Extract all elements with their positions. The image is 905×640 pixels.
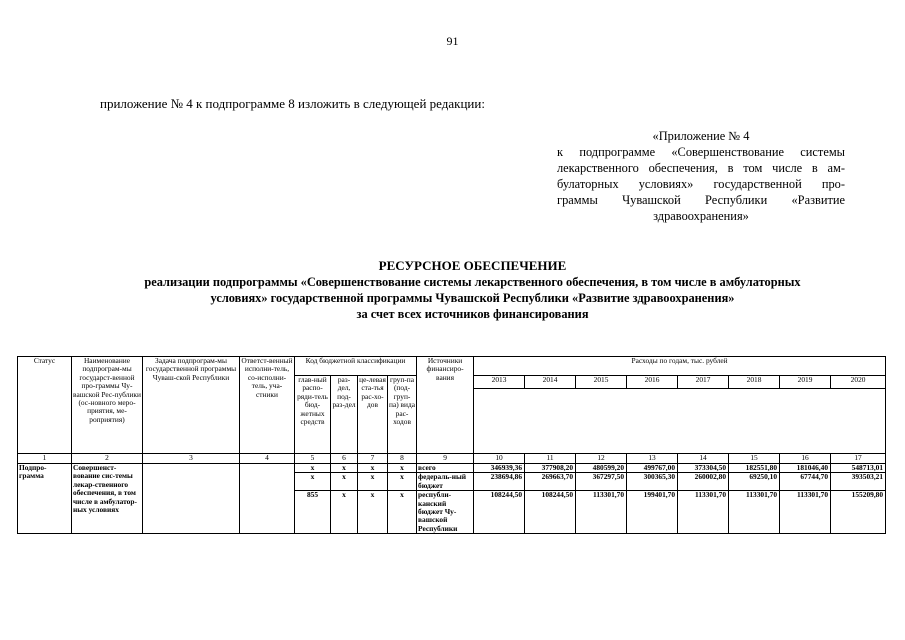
column-number: 14: [678, 454, 729, 464]
cell-razdel: x: [331, 464, 358, 473]
cell-csr: x: [358, 464, 388, 473]
column-number: 2: [72, 454, 143, 464]
cell-value: 113301,70: [729, 491, 780, 534]
appendix-line: граммы Чувашской Республики «Развитие: [557, 193, 845, 207]
column-number: 11: [525, 454, 576, 464]
header-year: 2020: [831, 376, 886, 389]
document-heading: [60, 258, 885, 322]
heading-subtitle: реализации подпрограммы «Совершенствование системы лекарственного обеспечения, в том числе в амбулаторных: [144, 275, 801, 289]
cell-value: 269663,70: [525, 473, 576, 491]
cell-value: 367297,50: [576, 473, 627, 491]
header-expenses: Расходы по годам, тыс. рублей: [474, 357, 886, 376]
column-number: 3: [143, 454, 240, 464]
header-year: 2016: [627, 376, 678, 389]
intro-text: приложение № 4 к подпрограмме 8 изложить в следующей редакции:: [100, 96, 485, 111]
cell-value: 108244,50: [474, 491, 525, 534]
header-vr: груп-па (под-груп-па) вида рас-ходов: [388, 376, 417, 454]
column-number: 8: [388, 454, 417, 464]
column-number: 17: [831, 454, 886, 464]
cell-razdel: x: [331, 491, 358, 534]
cell-value: 238694,86: [474, 473, 525, 491]
cell-value: 499767,00: [627, 464, 678, 473]
header-year: 2019: [780, 376, 831, 389]
column-number: 16: [780, 454, 831, 464]
resource-table: [17, 356, 886, 534]
header-task: Задача подпрограм-мы государственной программы Чуваш-ской Республики: [143, 357, 240, 454]
column-number: 13: [627, 454, 678, 464]
row-responsible: [240, 464, 295, 534]
column-number: 4: [240, 454, 295, 464]
cell-value: 155209,80: [831, 491, 886, 534]
header-status: Статус: [18, 357, 72, 454]
table-row: [18, 464, 886, 473]
header-year: 2015: [576, 376, 627, 389]
cell-csr: x: [358, 473, 388, 491]
cell-csr: x: [358, 491, 388, 534]
cell-value: 113301,70: [678, 491, 729, 534]
column-number: 9: [417, 454, 474, 464]
cell-value: 199401,70: [627, 491, 678, 534]
heading-subtitle: условиях» государственной программы Чувашской Республики «Развитие здравоохранения»: [210, 291, 735, 305]
cell-value: 480599,20: [576, 464, 627, 473]
column-number: 12: [576, 454, 627, 464]
cell-value: 182551,80: [729, 464, 780, 473]
cell-value: 377908,20: [525, 464, 576, 473]
cell-grbs: 855: [295, 491, 331, 534]
cell-source: республи-канский бюджет Чу-вашской Республики: [417, 491, 474, 534]
header-razdel: раз-дел, под-раз-дел: [331, 376, 358, 454]
row-status: Подпро-грамма: [18, 464, 72, 534]
column-number: 10: [474, 454, 525, 464]
appendix-reference: [557, 128, 845, 224]
cell-razdel: x: [331, 473, 358, 491]
cell-value: 181046,40: [780, 464, 831, 473]
appendix-line: здравоохранения»: [653, 209, 749, 223]
header-budget-code: Код бюджетной классификации: [295, 357, 417, 376]
column-number: 15: [729, 454, 780, 464]
cell-value: 113301,70: [576, 491, 627, 534]
row-name: Совершенст-вование сис-темы лекар-ственного обеспечения, в том числе в амбулатор-ных условиях: [72, 464, 143, 534]
appendix-line: к подпрограмме «Совершенствование системы: [557, 145, 845, 159]
page-number: 91: [446, 34, 459, 48]
header-csr: це-левая ста-тья рас-хо-дов: [358, 376, 388, 454]
cell-grbs: x: [295, 473, 331, 491]
cell-source: всего: [417, 464, 474, 473]
cell-grbs: x: [295, 464, 331, 473]
header-year: 2018: [729, 376, 780, 389]
heading-subtitle: за счет всех источников финансирования: [356, 307, 589, 321]
heading-title: РЕСУРСНОЕ ОБЕСПЕЧЕНИЕ: [378, 258, 567, 273]
cell-vr: x: [388, 464, 417, 473]
header-year: 2014: [525, 376, 576, 389]
appendix-line: лекарственного обеспечения, в том числе в ам-: [557, 161, 845, 175]
cell-value: 113301,70: [780, 491, 831, 534]
column-number: 1: [18, 454, 72, 464]
header-year-spacer: [474, 389, 886, 454]
cell-value: 548713,01: [831, 464, 886, 473]
cell-value: 346939,36: [474, 464, 525, 473]
cell-value: 393503,21: [831, 473, 886, 491]
cell-value: 373304,50: [678, 464, 729, 473]
appendix-line: булаторных условиях» государственной про-: [557, 177, 845, 191]
column-number: 7: [358, 454, 388, 464]
header-year: 2017: [678, 376, 729, 389]
column-number: 6: [331, 454, 358, 464]
header-responsible: Ответст-венный исполни-тель, со-исполни-тель, уча-стники: [240, 357, 295, 454]
cell-value: 67744,70: [780, 473, 831, 491]
header-name: Наименование подпрограм-мы государст-венной про-граммы Чу-вашской Рес-публики (ос-новного меро-приятия, ме-роприятия): [72, 357, 143, 454]
cell-value: 260002,80: [678, 473, 729, 491]
cell-value: 69250,10: [729, 473, 780, 491]
header-sources: Источники финансиро-вания: [417, 357, 474, 454]
appendix-line: «Приложение № 4: [652, 129, 750, 143]
cell-value: 108244,50: [525, 491, 576, 534]
header-year: 2013: [474, 376, 525, 389]
header-grbs: глав-ный распо-ряди-тель бюд-жетных средств: [295, 376, 331, 454]
cell-source: федераль-ный бюджет: [417, 473, 474, 491]
column-number: 5: [295, 454, 331, 464]
row-task: [143, 464, 240, 534]
cell-vr: x: [388, 473, 417, 491]
cell-vr: x: [388, 491, 417, 534]
cell-value: 300365,30: [627, 473, 678, 491]
